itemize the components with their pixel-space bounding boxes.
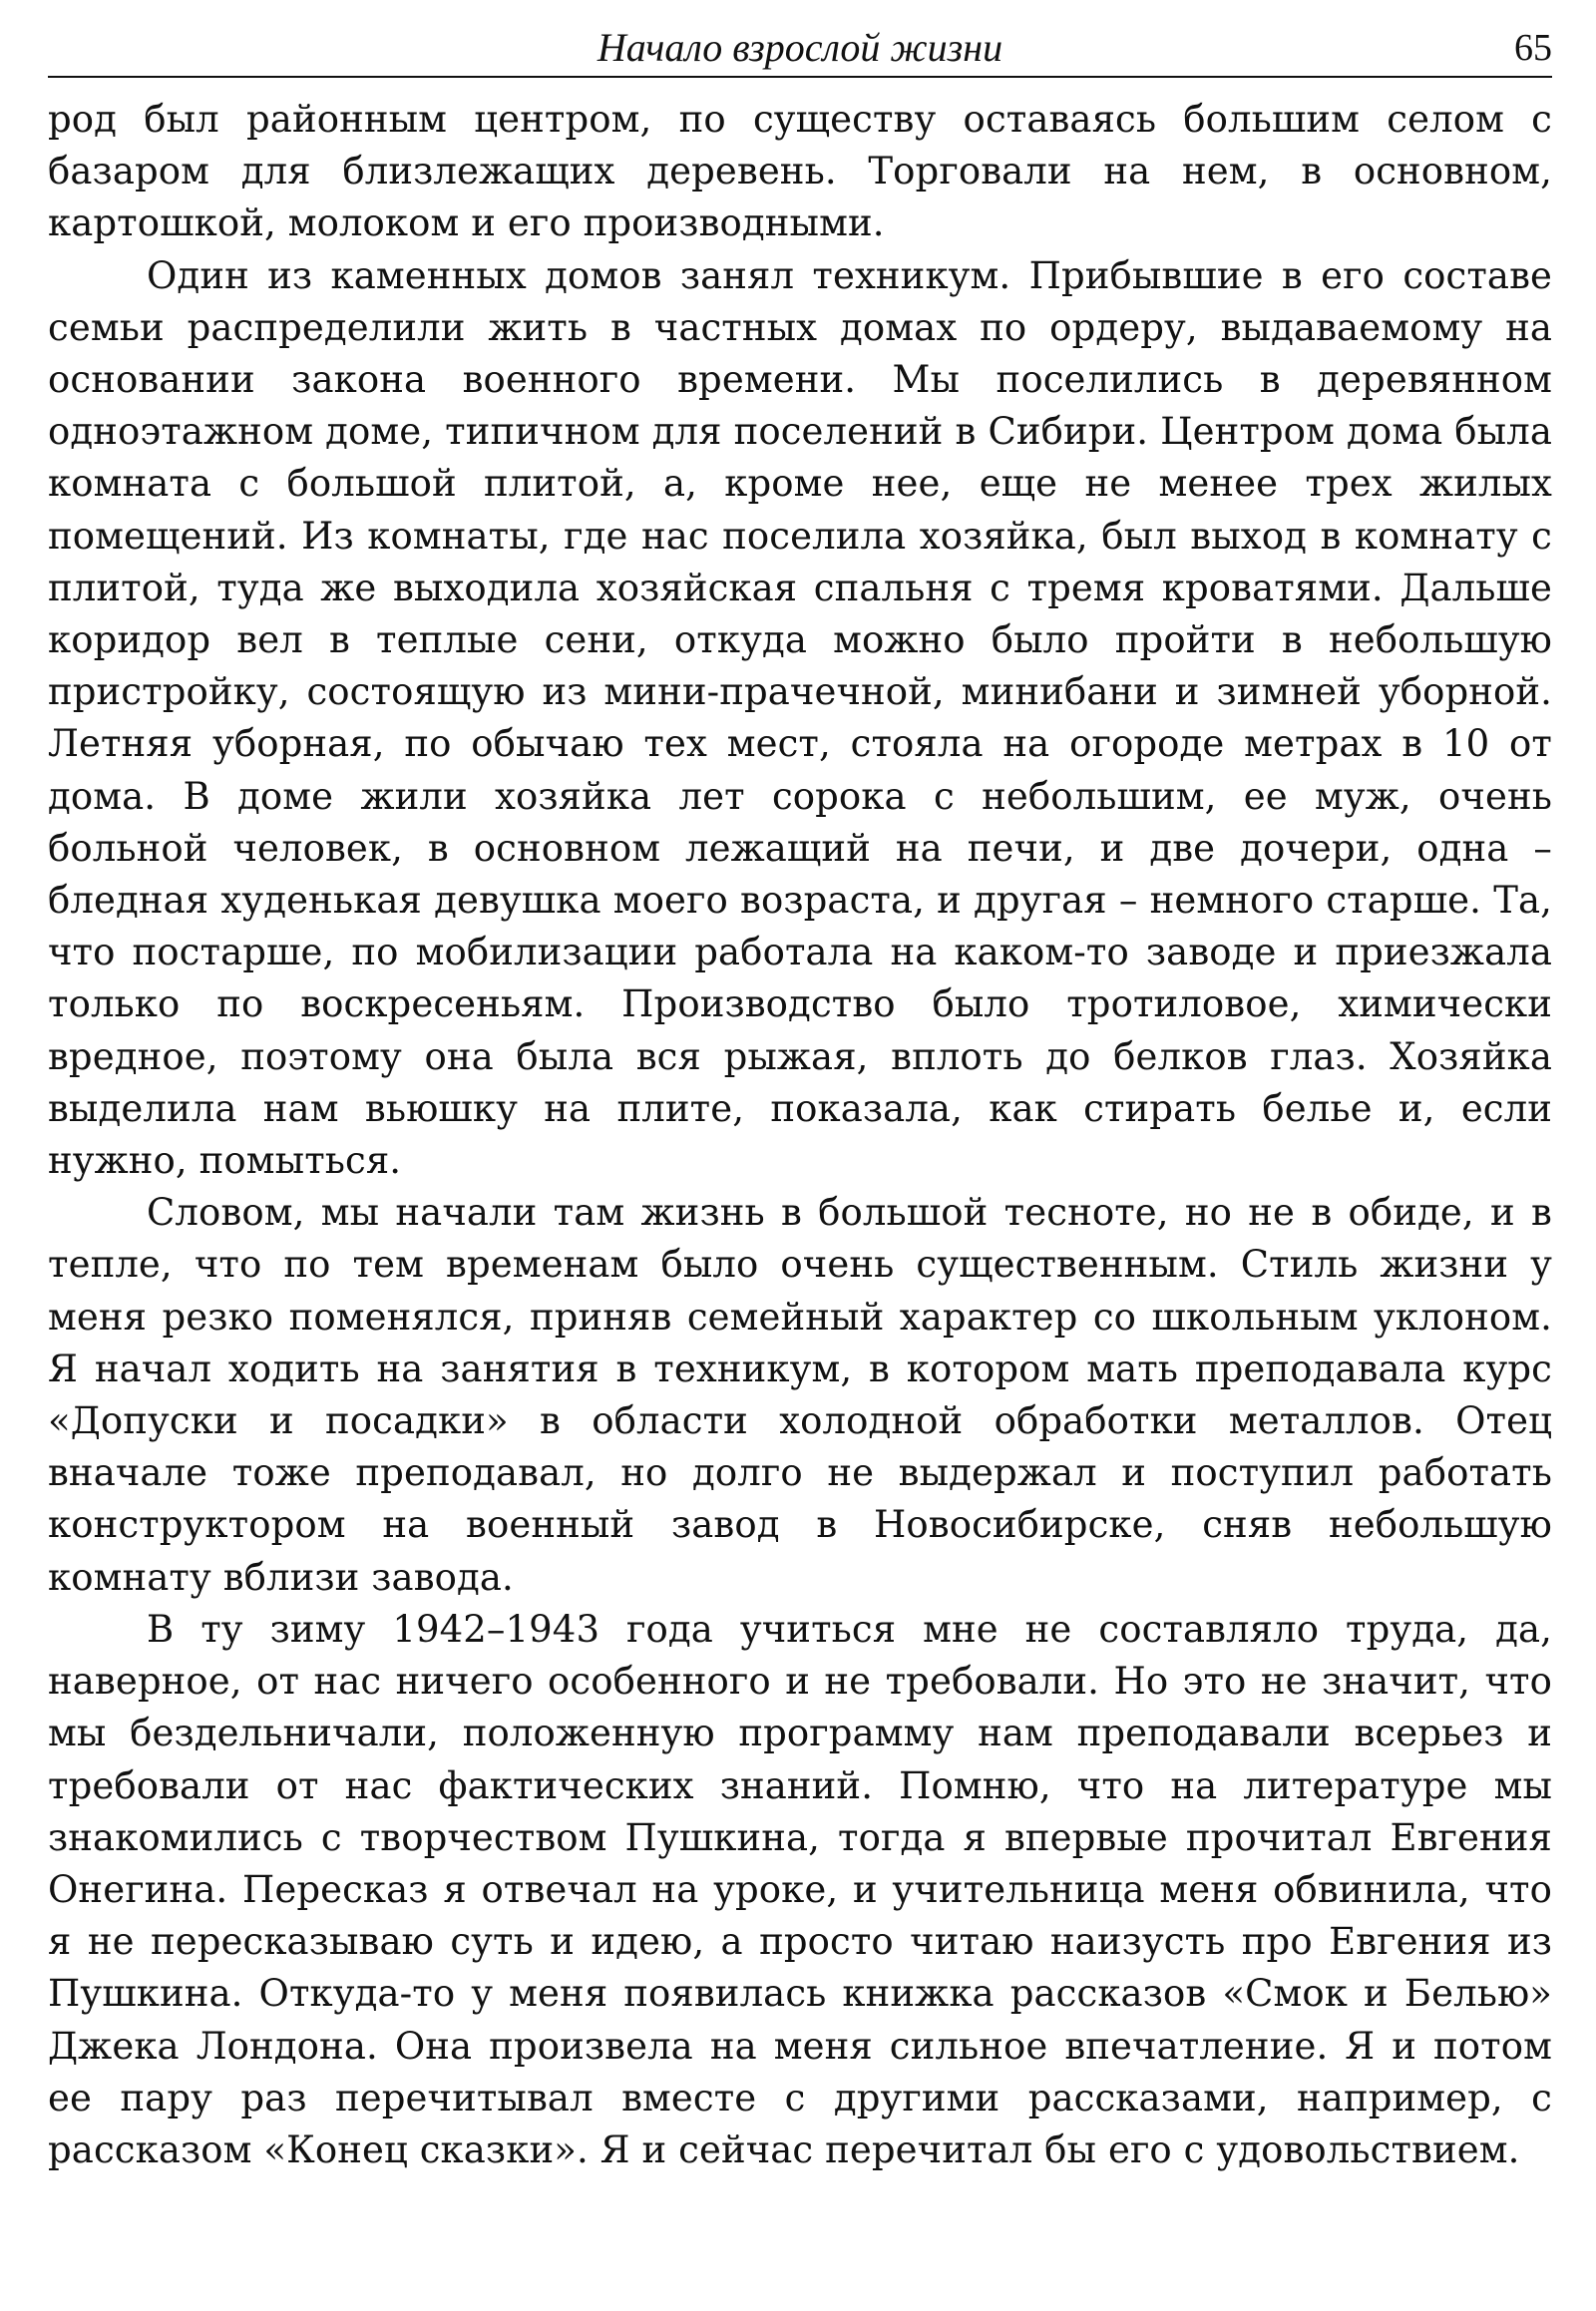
book-page [48,20,1552,2291]
running-title: Начало взрослой жизни [597,25,1003,70]
running-header [48,20,1552,78]
paragraph: В ту зиму 1942–1943 года учиться мне не составляло труда, да, наверное, от нас ничего особенного и не требовали. Но это не значит, что мы бездельничали, положенную программу нам преподавали всерьез и требовали от нас фактических знаний. Помню, что на литературе мы знакомились с творчеством Пушкина, тогда я впервые прочитал Евгения Онегина. Пересказ я отвечал на уроке, и учительница меня обвинила, что я не пересказываю суть и идею, а просто читаю наизусть про Евгения из Пушкина. Откуда-то у меня появилась книжка рассказов «Смок и Белью» Джека Лондона. Она произвела на меня сильное впечатление. Я и потом ее пару раз перечитывал вместе с другими рассказами, например, с рассказом «Конец сказки». Я и сейчас перечитал бы его с удовольствием. [48,1607,1552,2171]
paragraph-continued: род был районным центром, по существу оставаясь большим селом с базаром для близлежащих деревень. Торговали на нем, в основном, картошкой, молоком и его производными. [48,98,1552,245]
paragraph: Словом, мы начали там жизнь в большой тесноте, но не в обиде, и в тепле, что по тем временам было очень существенным. Стиль жизни у меня резко поменялся, приняв семейный характер со школьным уклоном. Я начал ходить на занятия в техникум, в котором мать преподавала курс «Допуски и посадки» в области холодной обработки металлов. Отец вначале тоже преподавал, но долго не выдержал и поступил работать конструктором на военный завод в Новосибирске, сняв небольшую комнату вблизи завода. [48,1191,1552,1599]
body-text [48,94,1552,2176]
page-number: 65 [1514,27,1552,69]
paragraph: Один из каменных домов занял техникум. Прибывшие в его составе семьи распределили жить в частных домах по ордеру, выдаваемому на основании закона военного времени. Мы поселились в деревянном одноэтажном доме, типичном для поселений в Сибири. Центром дома была комната с большой плитой, а, кроме нее, еще не менее трех жилых помещений. Из комнаты, где нас поселила хозяйка, был выход в комнату с плитой, туда же выходила хозяйская спальня с тремя кроватями. Дальше коридор вел в теплые сени, откуда можно было пройти в небольшую пристройку, состоящую из мини-прачечной, минибани и зимней уборной. Летняя уборная, по обычаю тех мест, стояла на огороде метрах в 10 от дома. В доме жили хозяйка лет сорока с небольшим, ее муж, очень больной человек, в основном лежащий на печи, и две дочери, одна – бледная худенькая девушка моего возраста, и другая – немного старше. Та, что постарше, по мобилизации работала на каком-то заводе и приезжала только по воскресеньям. Производство было тротиловое, химически вредное, поэтому она была вся рыжая, вплоть до белков глаз. Хозяйка выделила нам вьюшку на плите, показала, как стирать белье и, если нужно, помыться. [48,253,1552,1183]
